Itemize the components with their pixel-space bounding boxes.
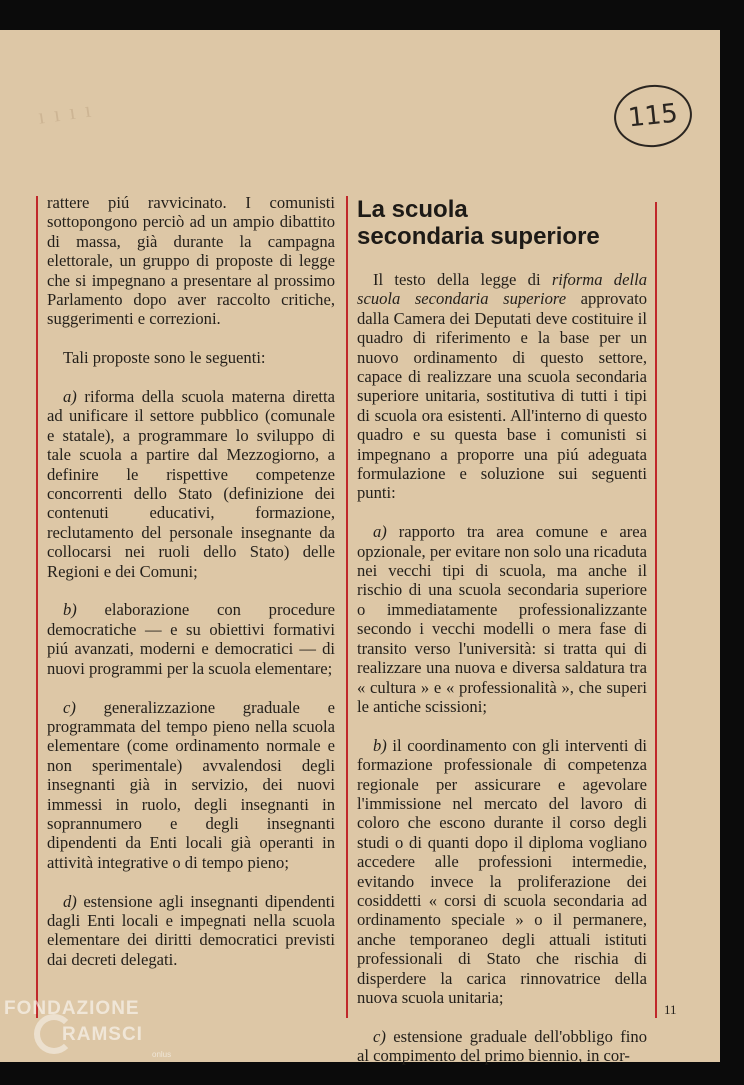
watermark-line-2: RAMSCI [62, 1024, 143, 1045]
item-text: rapporto tra area comune e area opzionale, per evitare non solo una ricaduta nei vecchi tipi di scuola, ma anche il rischio di una scuola secondaria superiore o immediatamente professionalizzante secondo i vecchi modelli o mera fase di transito verso l'università: si tratta qui di realizzare una nuova e diversa saldatura tra « cultura » e « professionalità », che superi le antiche scissioni; [357, 522, 647, 716]
handwritten-page-stamp [611, 81, 695, 151]
list-item [357, 1027, 647, 1066]
fondazione-gramsci-watermark [4, 996, 194, 1076]
right-red-rule [655, 202, 657, 1018]
list-item [357, 522, 647, 716]
list-item [47, 387, 335, 581]
left-red-rule [36, 196, 38, 1018]
item-text: elaborazione con procedure democratiche — e su obiettivi formativi piú avanzati, moderni e democratici — di nuovi programmi per la scuola elementare; [47, 600, 335, 678]
item-marker: b) [63, 600, 77, 620]
right-column [357, 196, 647, 1085]
section-heading [357, 196, 647, 250]
item-text: estensione graduale dell'obbligo fino al compimento del primo biennio, in cor- [357, 1026, 647, 1066]
list-item [47, 698, 335, 873]
list-item [357, 736, 647, 1008]
item-marker: b) [373, 735, 387, 755]
intro-before: Il testo della legge di [373, 270, 541, 289]
left-column [47, 193, 335, 989]
heading-line-1: La scuola [357, 196, 468, 223]
item-text: generalizzazione graduale e programmata del tempo pieno nella scuola elementare (come ordinamento normale e non sperimentale) avvalendosi degli insegnanti già in servizio, dei nuovi immessi in ruolo, degli insegnanti in soprannumero e degli insegnanti dipendenti da Enti locali già operanti in attività integrative o di tempo pieno; [47, 697, 335, 872]
paragraph: Tali proposte sono le seguenti: [63, 348, 266, 368]
item-marker: a) [63, 387, 77, 407]
heading-line-2: secondaria superiore [357, 223, 600, 250]
intro-after: approvato dalla Camera dei Deputati deve costituire il quadro di riferimento e la base per un nuovo ordinamento di questo settore, capace di realizzare una scuola secondaria superiore unitaria, sostitutiva di tutti i tipi di scuola ora esistenti. All'interno di questo quadro e su questa base i comunisti si impegnano a proporre una piú adeguata formulazione e soluzione sui seguenti punti: [357, 289, 647, 503]
intro-paragraph [357, 270, 647, 503]
list-item [47, 892, 335, 970]
page-number: 11 [664, 1002, 677, 1017]
faint-pencil-marks: ı ı ı ı [36, 96, 95, 129]
item-marker: c) [63, 697, 76, 717]
item-text: riforma della scuola materna diretta ad unificare il settore pubblico (comunale e statale), a programmare lo sviluppo di tale scuola a partire dal Mezzogiorno, a definire le rispettive competenze concorrenti dello Stato (definizione dei contenuti educativi, formazione, reclutamento del personale insegnante da collocarsi nei ruoli dello Stato) delle Regioni e dei Comuni; [47, 387, 335, 581]
stamp-number: 115 [626, 98, 680, 134]
item-marker: d) [63, 891, 77, 911]
middle-red-rule [346, 196, 348, 1018]
list-item [47, 600, 335, 678]
watermark-line-1: FONDAZIONE [4, 998, 140, 1019]
item-text: il coordinamento con gli interventi di formazione professionale di competenza regionale per assicurare e agevolare l'immissione nel mercato del lavoro di coloro che escono durante il corso degli studi o di quanti dopo il diploma vogliano accedere alle professioni intermedie, evitando invece la proliferazione dei cosiddetti « corsi di scuola secondaria ad ordinamento speciale » o il permanere, anche temporaneo degli attuali istituti professionali di Stato che rischia di disperdere la carica rinnovatrice della nuova scuola unitaria; [357, 735, 647, 1007]
paragraph: rattere piú ravvicinato. I comunisti sottopongono perciò ad un ampio dibattito di massa, già durante la campagna elettorale, un gruppo di proposte di legge che si impegnano a presentare al prossimo Parlamento dopo aver raccolto critiche, suggerimenti e correzioni. [47, 193, 335, 329]
item-text: estensione agli insegnanti dipendenti dagli Enti locali e impegnati nella scuola elementare dei diritti democratici previsti dai decreti delegati. [47, 891, 335, 969]
item-marker: c) [373, 1026, 386, 1046]
item-marker: a) [373, 522, 387, 542]
intro-italic: riforma della scuola secondaria superiore [357, 270, 647, 309]
watermark-line-3: onlus [152, 1050, 172, 1059]
